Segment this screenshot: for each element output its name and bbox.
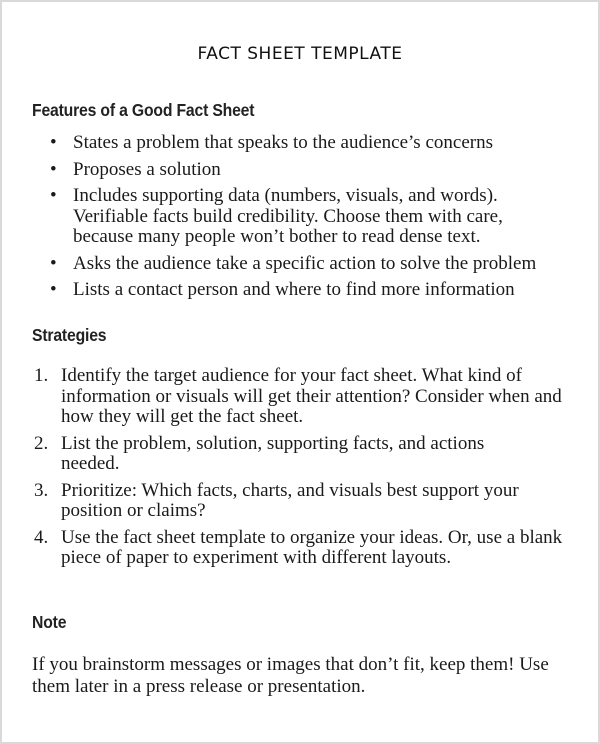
bullet-icon: • <box>50 279 57 300</box>
note-text: If you brainstorm messages or images that don’t fit, keep them! Use them later in a press release or presentation. <box>32 654 549 697</box>
item-number: 3. <box>34 479 49 501</box>
features-list <box>50 133 590 307</box>
item-number: 1. <box>34 365 49 386</box>
list-item-text: Lists a contact person and where to find more information <box>73 279 515 300</box>
list-item-text: List the problem, solution, supporting facts, and actions needed. <box>61 432 485 474</box>
list-item-text: Asks the audience take a specific action to solve the problem <box>73 252 537 274</box>
features-heading: Features of a Good Fact Sheet <box>32 100 255 120</box>
strategies-list <box>34 366 574 575</box>
note-heading: Note <box>32 612 67 632</box>
bullet-icon: • <box>50 185 57 206</box>
item-number: 2. <box>34 432 49 454</box>
list-item-text: Use the fact sheet template to organize your ideas. Or, use a blank piece of paper to experiment with different layouts. <box>61 526 563 568</box>
list-item-text: Prioritize: Which facts, charts, and visuals best support your position or claims? <box>61 479 519 521</box>
list-item <box>34 481 574 522</box>
list-item <box>34 528 574 569</box>
list-item <box>34 366 574 428</box>
list-item-text: Includes supporting data (numbers, visuals, and words). Verifiable facts build credibility. Choose them with care, because many people won’t bother to read dense text. <box>73 185 503 247</box>
list-item-text: Identify the target audience for your fact sheet. What kind of information or visuals will get their attention? Consider when and how they will get the fact sheet. <box>61 365 562 427</box>
list-item <box>34 434 531 475</box>
bullet-icon: • <box>50 158 57 180</box>
list-item <box>50 280 590 301</box>
list-item <box>50 133 590 154</box>
strategies-heading: Strategies <box>32 325 107 345</box>
list-item-text: Proposes a solution <box>73 158 221 180</box>
list-item <box>50 186 528 248</box>
bullet-icon: • <box>50 132 57 153</box>
page-title: FACT SHEET TEMPLATE <box>197 44 403 64</box>
item-number: 4. <box>34 526 49 548</box>
bullet-icon: • <box>50 252 57 274</box>
list-item-text: States a problem that speaks to the audience’s concerns <box>73 132 493 153</box>
list-item <box>50 254 590 275</box>
list-item <box>50 160 590 181</box>
